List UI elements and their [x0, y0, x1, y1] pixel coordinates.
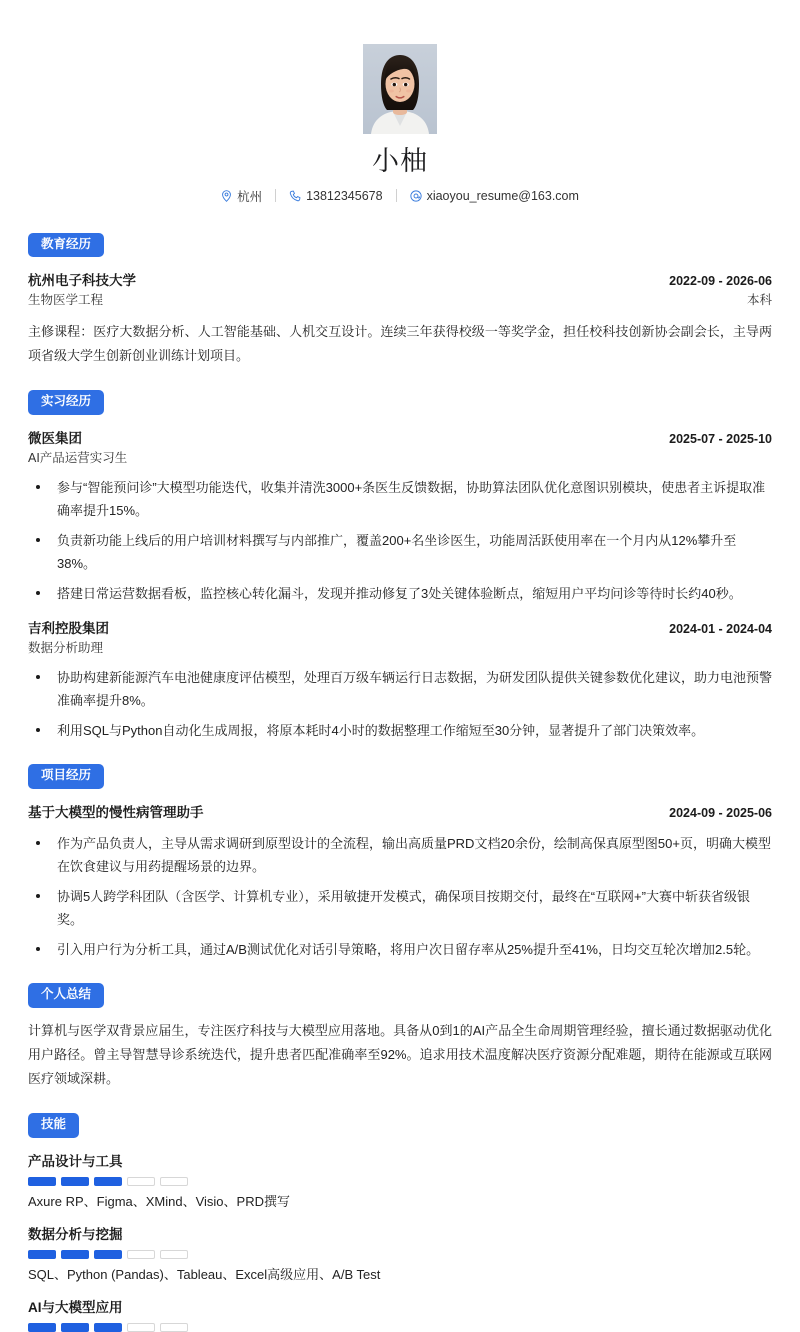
project-date: 2024-09 - 2025-06 [669, 806, 772, 821]
skill-segment-filled [94, 1250, 122, 1259]
skill-segment-filled [28, 1323, 56, 1332]
top-spacer [28, 0, 772, 44]
internship-bullets [28, 666, 772, 742]
contact-row [28, 187, 772, 205]
contact-location-text: 杭州 [237, 189, 263, 204]
contact-email-text: xiaoyou_resume@163.com [426, 188, 579, 203]
location-icon [221, 190, 232, 202]
skill-name: AI与大模型应用 [28, 1300, 123, 1316]
list-item: 协调5人跨学科团队（含医学、计算机专业），采用敏捷开发模式，确保项目按期交付，最终在“互联网+”大赛中斩获省级银奖。 [28, 885, 772, 931]
skill-segment-filled [28, 1177, 56, 1186]
summary-text: 计算机与医学双背景应届生，专注医疗科技与大模型应用落地。具备从0到1的AI产品全生命周期管理经验，擅长通过数据驱动优化用户路径。曾主导智慧导诊系统迭代，提升患者匹配准确率至92%。追求用技术温度解决医疗资源分配难题，期待在能源或互联网医疗领域深耕。 [28, 1023, 772, 1087]
skill-segment-filled [61, 1250, 89, 1259]
list-item: 利用SQL与Python自动化生成周报，将原本耗时4小时的数据整理工作缩短至30分钟，显著提升了部门决策效率。 [28, 719, 772, 742]
skill-name: 数据分析与挖掘 [28, 1226, 123, 1242]
project-title: 基于大模型的慢性病管理助手 [28, 805, 204, 821]
skill-level-bar [28, 1323, 772, 1332]
profile-photo [363, 44, 437, 134]
list-item: 参与“智能预问诊”大模型功能迭代，收集并清洗3000+条医生反馈数据，协助算法团队优化意图识别模块，使患者主诉提取准确率提升15%。 [28, 476, 772, 522]
skill-segment-filled [61, 1177, 89, 1186]
email-icon [410, 190, 422, 202]
internship-date: 2024-01 - 2024-04 [669, 622, 772, 637]
internship-entry-sub [28, 639, 772, 657]
project-entry-header [28, 803, 772, 823]
skill-segment-empty [160, 1250, 188, 1259]
skill-detail: Axure RP、Figma、XMind、Visio、PRD撰写 [28, 1194, 290, 1210]
education-degree: 本科 [746, 293, 772, 307]
internship-company: 吉利控股集团 [28, 621, 109, 637]
skill-segment-filled [61, 1323, 89, 1332]
project-bullets [28, 832, 772, 962]
internship-role: 数据分析助理 [28, 640, 104, 655]
internship-role: AI产品运营实习生 [28, 450, 128, 465]
skill-name: 产品设计与工具 [28, 1153, 123, 1169]
internship-entry [28, 429, 772, 605]
section-badge-project: 项目经历 [28, 764, 104, 789]
skill-item [28, 1152, 772, 1213]
education-description: 主修课程：医疗大数据分析、人工智能基础、人机交互设计。连续三年获得校级一等奖学金，担任校科技创新协会副会长，主导两项省级大学生创新创业训练计划项目。 [28, 324, 772, 364]
project-entry [28, 803, 772, 961]
resume-header [28, 44, 772, 211]
list-item: 作为产品负责人，主导从需求调研到原型设计的全流程，输出高质量PRD文档20余份，绘制高保真原型图50+页，明确大模型在饮食建议与用药提醒场景的边界。 [28, 832, 772, 878]
list-item: 引入用户行为分析工具，通过A/B测试优化对话引导策略，将用户次日留存率从25%提升至41%，日均交互轮次增加2.5轮。 [28, 938, 772, 961]
skill-segment-filled [28, 1250, 56, 1259]
contact-phone [276, 189, 395, 203]
internship-entry [28, 619, 772, 742]
contact-location [208, 187, 275, 205]
skill-segment-filled [94, 1323, 122, 1332]
section-badge-education: 教育经历 [28, 233, 104, 258]
phone-icon [289, 190, 301, 202]
skill-segment-filled [94, 1177, 122, 1186]
profile-name: 小柚 [372, 146, 428, 176]
internship-entry-header [28, 429, 772, 449]
skill-level-bar [28, 1250, 772, 1259]
section-internship [28, 390, 772, 742]
education-major: 生物医学工程 [28, 293, 104, 307]
skill-segment-empty [127, 1177, 155, 1186]
list-item: 协助构建新能源汽车电池健康度评估模型，处理百万级车辆运行日志数据，为研发团队提供关键参数优化建议，助力电池预警准确率提升8%。 [28, 666, 772, 712]
skill-item [28, 1225, 772, 1286]
skill-segment-empty [127, 1323, 155, 1332]
section-summary [28, 983, 772, 1091]
skill-level-bar [28, 1177, 772, 1186]
internship-company: 微医集团 [28, 430, 82, 446]
skill-segment-empty [127, 1250, 155, 1259]
internship-bullets [28, 476, 772, 606]
contact-email [397, 189, 592, 203]
section-skills [28, 1113, 772, 1332]
section-badge-internship: 实习经历 [28, 390, 104, 415]
section-education [28, 233, 772, 369]
skill-item [28, 1298, 772, 1332]
internship-entry-sub [28, 449, 772, 467]
education-date: 2022-09 - 2026-06 [669, 274, 772, 289]
education-entry [28, 271, 772, 368]
internship-entry-header [28, 619, 772, 639]
education-entry-header [28, 271, 772, 291]
internship-date: 2025-07 - 2025-10 [669, 431, 772, 446]
list-item: 负责新功能上线后的用户培训材料撰写与内部推广，覆盖200+名坐诊医生，功能周活跃使用率在一个月内从12%攀升至38%。 [28, 529, 772, 575]
education-school: 杭州电子科技大学 [28, 273, 136, 289]
skill-detail: SQL、Python (Pandas)、Tableau、Excel高级应用、A/B Test [28, 1267, 381, 1283]
education-entry-sub [28, 291, 772, 309]
list-item: 搭建日常运营数据看板，监控核心转化漏斗，发现并推动修复了3处关键体验断点，缩短用户平均问诊等待时长约40秒。 [28, 582, 772, 605]
skill-segment-empty [160, 1177, 188, 1186]
skill-segment-empty [160, 1323, 188, 1332]
section-badge-summary: 个人总结 [28, 983, 104, 1008]
section-project [28, 764, 772, 961]
contact-phone-text: 13812345678 [306, 188, 383, 203]
section-badge-skills: 技能 [28, 1113, 79, 1138]
